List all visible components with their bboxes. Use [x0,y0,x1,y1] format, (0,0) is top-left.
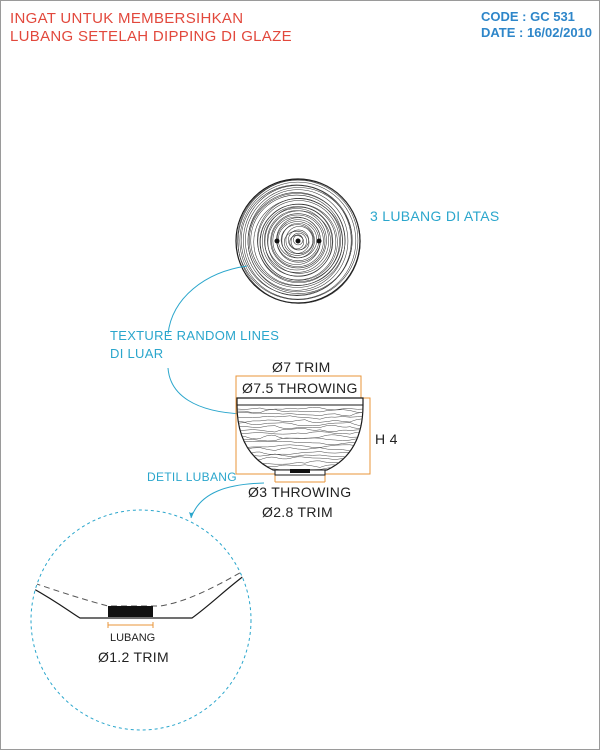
cleaning-note-line1: INGAT UNTUK MEMBERSIHKAN [10,10,244,27]
detail-hole-label: LUBANG [110,632,156,644]
top-hole-left [275,239,280,244]
texture-leader-lower [168,368,243,414]
rim-trim-dimension: Ø7 TRIM [272,359,331,375]
detail-hole [108,606,153,617]
top-hole-center [296,239,301,244]
detail-callout-label: DETIL LUBANG [147,470,237,484]
texture-leader-upper [168,266,247,334]
side-hole [290,469,310,473]
texture-label-line2: DI LUAR [110,346,164,361]
detail-inner-dashed [25,570,245,606]
detail-circle [31,510,251,730]
texture-label-line1: TEXTURE RANDOM LINES [110,328,280,343]
top-hole-right [317,239,322,244]
base-throwing-dimension: Ø3 THROWING [248,484,352,500]
detail-hole-trim-dimension: Ø1.2 TRIM [98,649,169,665]
rim-throwing-dimension: Ø7.5 THROWING [242,380,358,396]
top-view [236,179,360,303]
base-trim-dimension: Ø2.8 TRIM [262,504,333,520]
code-label: CODE : GC 531 [481,9,575,24]
height-dimension: H 4 [375,431,398,447]
holes-on-top-label: 3 LUBANG DI ATAS [370,208,500,224]
date-label: DATE : 16/02/2010 [481,25,593,40]
detail-view [25,510,251,730]
cleaning-note-line2: LUBANG SETELAH DIPPING DI GLAZE [10,28,292,45]
